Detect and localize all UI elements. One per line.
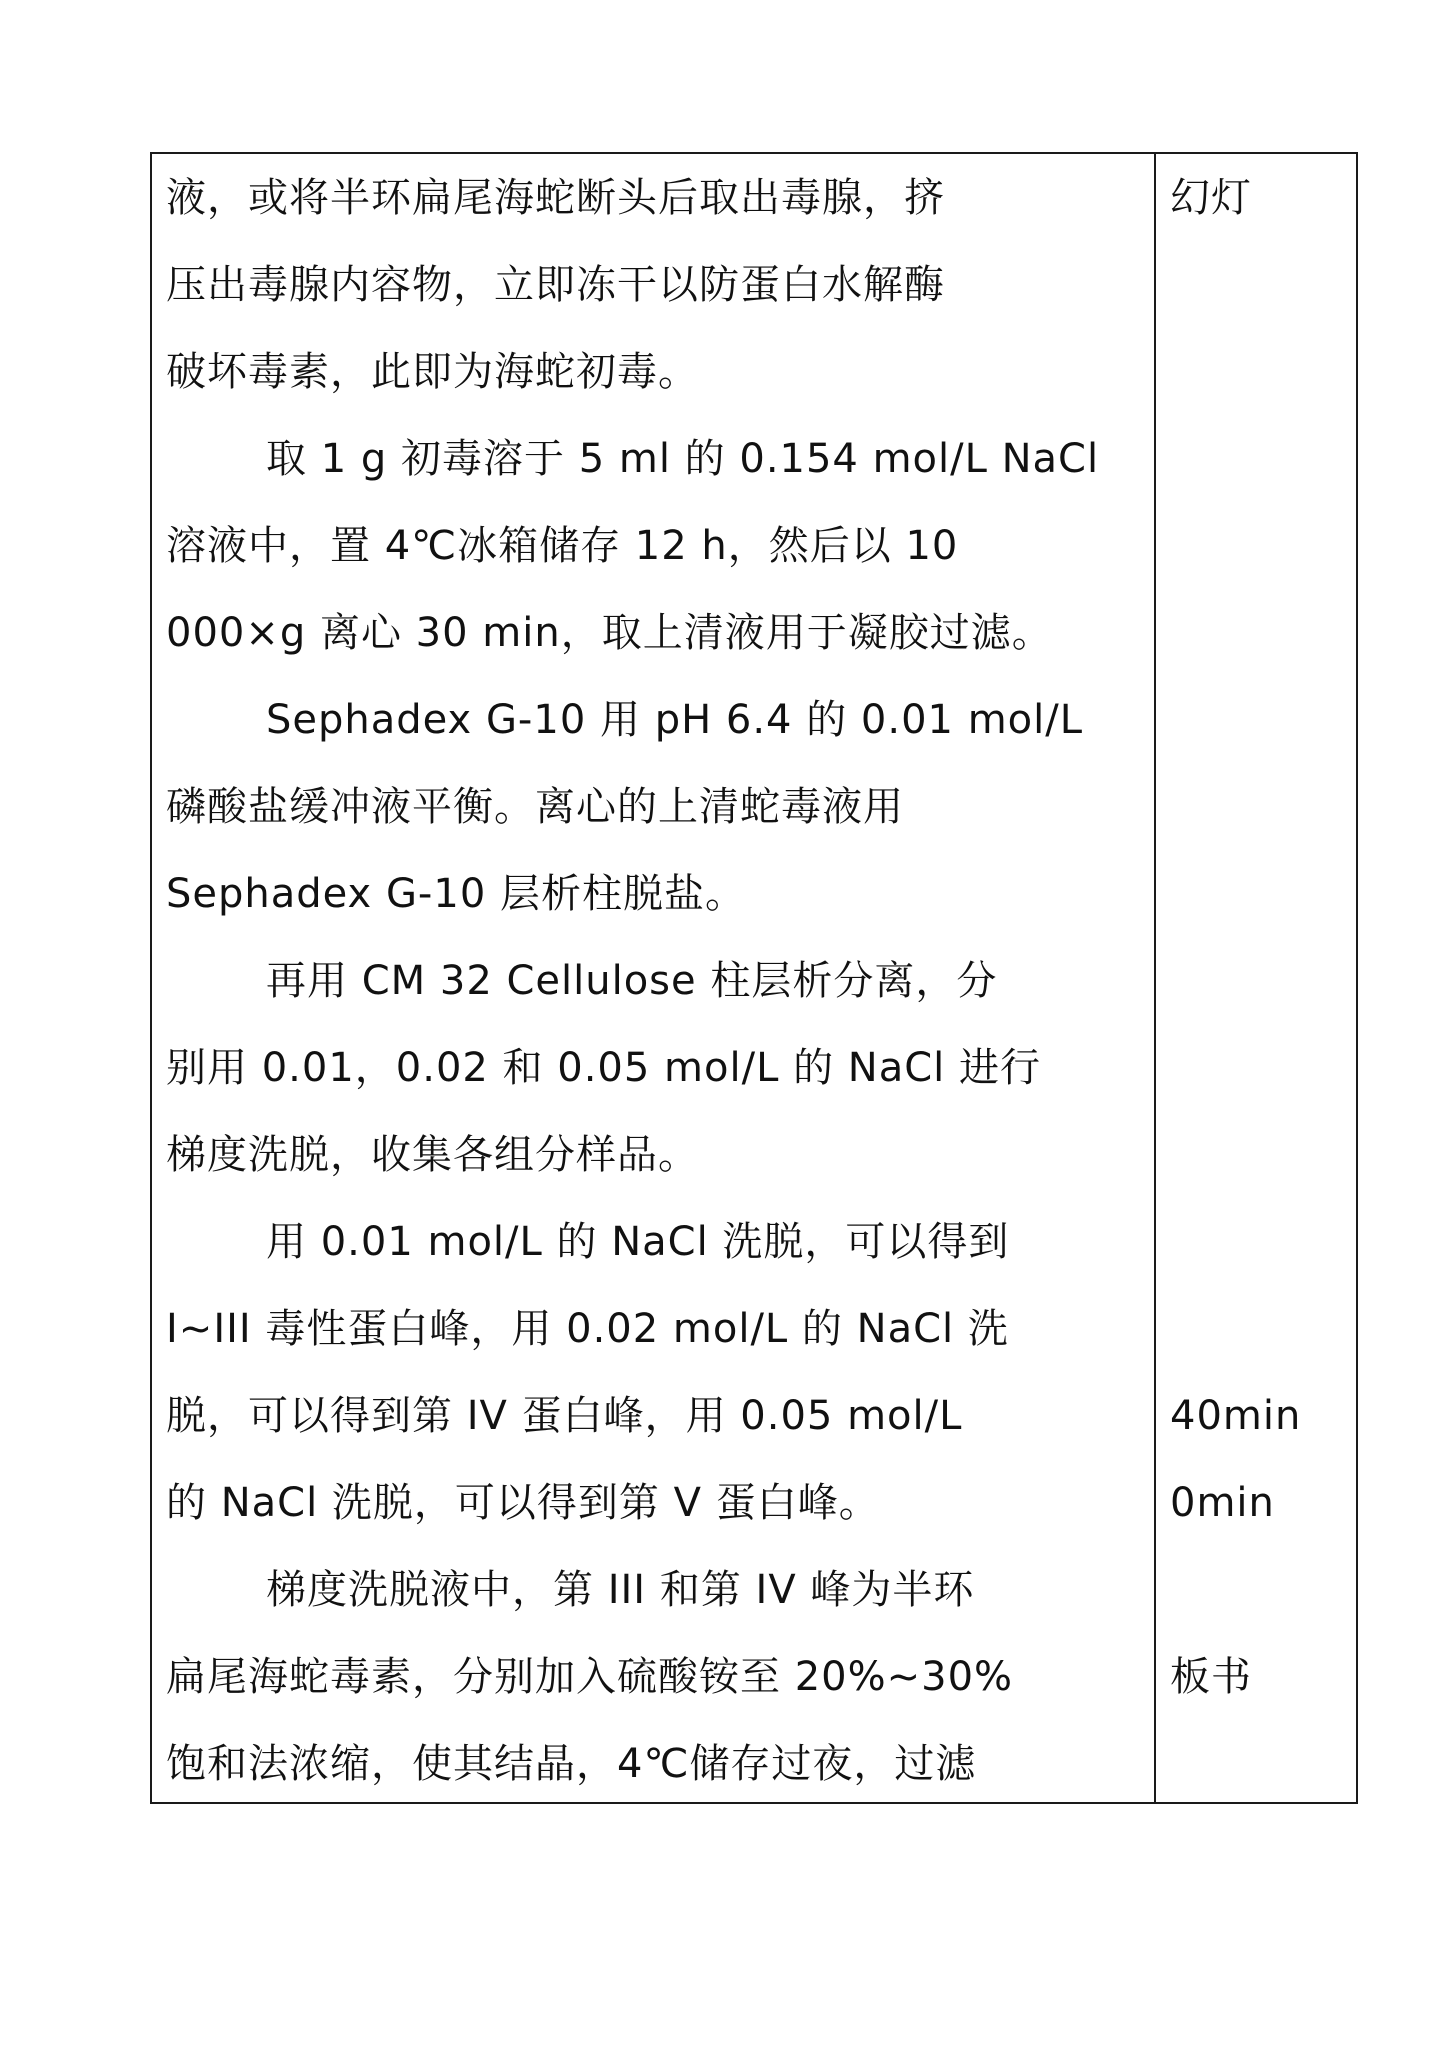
text-line: Sephadex G-10 层析柱脱盐。 xyxy=(166,871,746,917)
text-line: 压出毒腺内容物，立即冻干以防蛋白水解酶 xyxy=(166,262,945,308)
text-line: 破坏毒素，此即为海蛇初毒。 xyxy=(166,349,699,395)
note-blackboard: 板书 xyxy=(1170,1654,1252,1700)
text-line: 梯度洗脱液中，第 III 和第 IV 峰为半环 xyxy=(266,1567,975,1613)
text-line: I~III 毒性蛋白峰，用 0.02 mol/L 的 NaCl 洗 xyxy=(166,1306,1009,1352)
text-line: 溶液中，置 4℃冰箱储存 12 h，然后以 10 xyxy=(166,523,959,569)
text-line: 000×g 离心 30 min，取上清液用于凝胶过滤。 xyxy=(166,610,1053,656)
text-line: 梯度洗脱，收集各组分样品。 xyxy=(166,1132,699,1178)
column-divider xyxy=(1154,152,1156,1804)
text-line: 脱，可以得到第 IV 蛋白峰，用 0.05 mol/L xyxy=(166,1393,963,1439)
text-line: 扁尾海蛇毒素，分别加入硫酸铵至 20%~30% xyxy=(166,1654,1014,1700)
text-line: 液，或将半环扁尾海蛇断头后取出毒腺，挤 xyxy=(166,175,945,221)
text-line: Sephadex G-10 用 pH 6.4 的 0.01 mol/L xyxy=(266,697,1084,743)
text-line: 别用 0.01，0.02 和 0.05 mol/L 的 NaCl 进行 xyxy=(166,1045,1041,1091)
text-line: 饱和法浓缩，使其结晶，4℃储存过夜，过滤 xyxy=(166,1741,977,1787)
text-line: 取 1 g 初毒溶于 5 ml 的 0.154 mol/L NaCl xyxy=(266,436,1100,482)
text-line: 再用 CM 32 Cellulose 柱层析分离，分 xyxy=(266,958,998,1004)
text-line: 用 0.01 mol/L 的 NaCl 洗脱，可以得到 xyxy=(266,1219,1010,1265)
note-time-0: 0min xyxy=(1170,1480,1275,1526)
note-slides: 幻灯 xyxy=(1170,175,1252,221)
text-line: 的 NaCl 洗脱，可以得到第 V 蛋白峰。 xyxy=(166,1480,880,1526)
text-line: 磷酸盐缓冲液平衡。离心的上清蛇毒液用 xyxy=(166,784,904,830)
note-time-40: 40min xyxy=(1170,1393,1302,1439)
